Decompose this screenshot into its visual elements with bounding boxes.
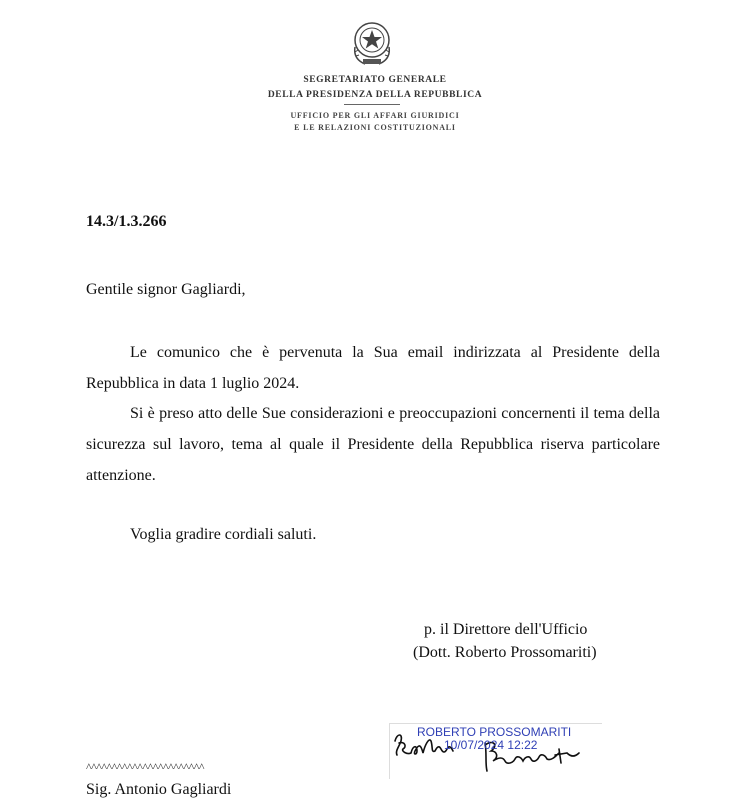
separator-line: ^^^^^^^^^^^^^^^^^^^^^^^ (86, 760, 205, 774)
stamp-border (389, 723, 602, 724)
letterhead-divider (344, 104, 400, 105)
letterhead-line-2: DELLA PRESIDENZA DELLA REPUBBLICA (267, 90, 483, 100)
digital-signature-name: ROBERTO PROSSOMARITI (417, 725, 572, 739)
digital-signature-stamp (389, 723, 602, 779)
body-paragraph-1: Le comunico che è pervenuta la Sua email indirizzata al Presidente della Repubblica in data 1 luglio 2024. (86, 344, 660, 392)
italian-republic-emblem-icon (349, 19, 395, 69)
salutation: Gentile signor Gagliardi, (86, 281, 246, 298)
signature-title: p. il Direttore dell'Ufficio (424, 621, 588, 638)
protocol-number: 14.3/1.3.266 (86, 213, 167, 230)
letterhead-line-1: SEGRETARIATO GENERALE (303, 75, 447, 85)
recipient-name: Sig. Antonio Gagliardi (86, 781, 232, 798)
office-line-1: UFFICIO PER GLI AFFARI GIURIDICI (290, 111, 460, 120)
office-line-2: E LE RELAZIONI COSTITUZIONALI (294, 123, 456, 132)
signature-name: (Dott. Roberto Prossomariti) (413, 644, 597, 661)
digital-signature-datetime: 10/07/2024 12:22 (444, 738, 538, 752)
closing-greeting: Voglia gradire cordiali saluti. (130, 526, 317, 543)
body-paragraph-2: Si è preso atto delle Sue considerazioni e preoccupazioni concernenti il tema della sicurezza sul lavoro, tema al quale il Presidente della Repubblica riserva particolare attenzione. (86, 405, 660, 484)
